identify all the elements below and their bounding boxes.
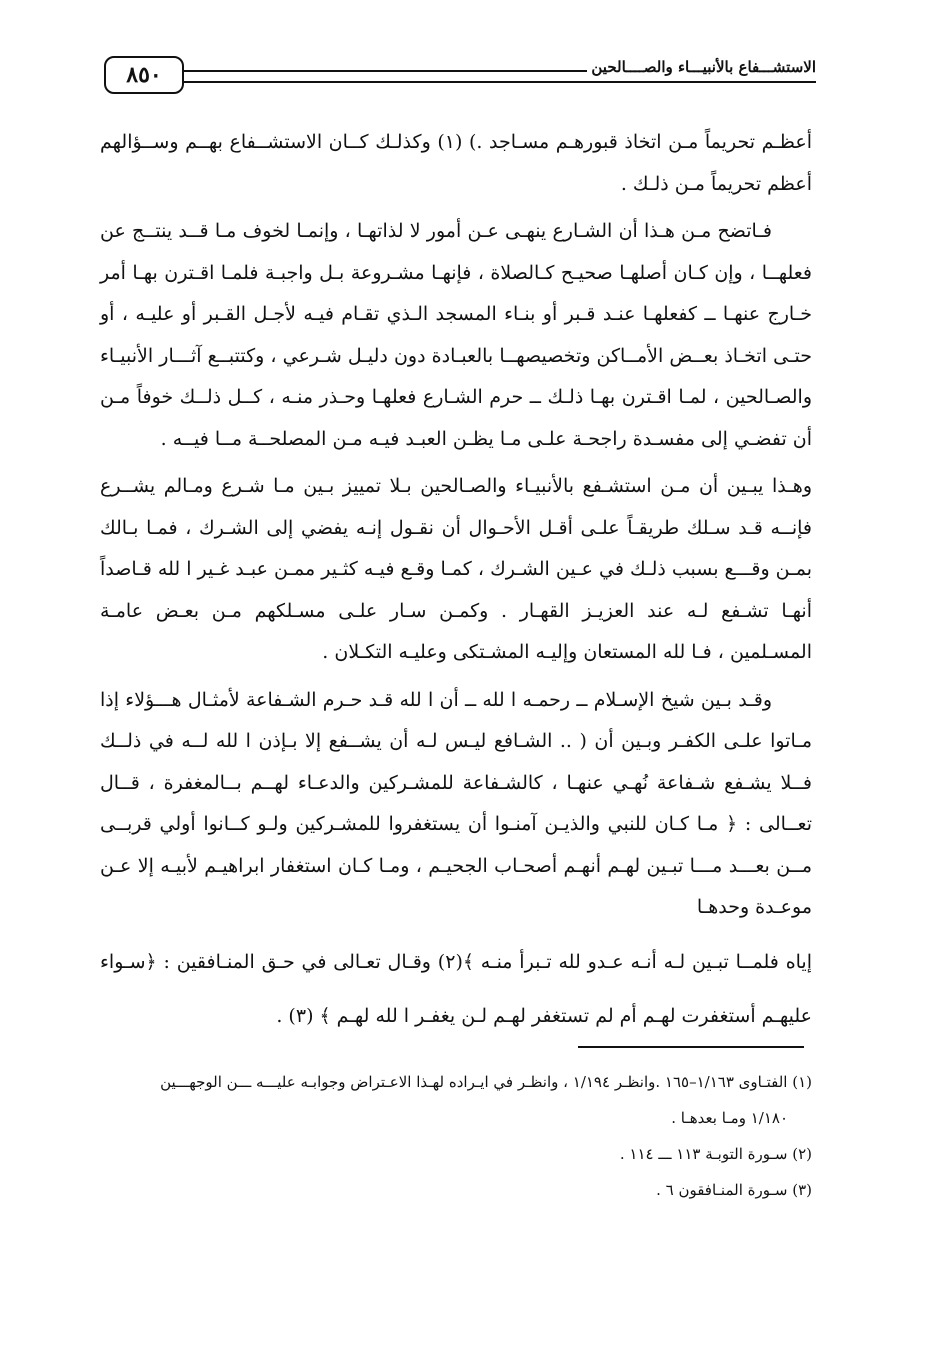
paragraph: وهـذا يبـين أن مـن استشـفع بالأنبيـاء والصـالحين بـلا تمييز بـين مـا شـرع ومـالم يشــرع فإنــه قـد سـلك طريقـاً علـى أقـل الأحـوال أن نقـول إنـه يفضي إلى الشـرك ، فمـا بـالك بمـن وقـــع بسبب ذلـك في عـين الشـرك ، كمـا وقـع فيـه كثـير ممـن عبـد غـير ا لله قـاصداً أنهـا تشـفع لـه عند العزيـز القهـار . وكمـن سـار علـى مسـلكهم مـن بعـض عامـة المسـلمين ، فـا لله المستعان وإليـه المشـتكى وعليـه التكـلان .	[100, 475, 813, 663]
header-rule	[184, 70, 616, 72]
paragraph: فـاتضح مـن هـذا أن الشـارع ينهـى عـن أمور لا لذاتهـا ، وإنمـا لخوف مـا قــد ينتــج عن فعلهــا ، وإن كـان أصلهـا صحيـح كـالصلاة ، فإنهـا مشـروعة بـل واجبـة فلمـا اقـترن بهـا أمر خـارج عنهـا ــ كفعلهـا عنـد قـبر أو بنـاء المسجد الـذي تقـام فيـه لأجـل القـبر أو عليـه ، أو حتـى اتخـاذ بعــض الأمــاكن وتخصيصهــا بالعبـادة دون دليـل شـرعي ، وكتتبــع آثـــار الأنبيـاء والصـالحين ، لمـا اقـترن بهـا ذلـك ــ حرم الشـارع فعلهـا وحـذر منـه ، كــل ذلــك خوفاً مـن أن تفضـي إلى مفسـدة راجحـة علـى مـا يظـن العبـد فيـه مـن المصلحــة مــا فيــه .	[100, 220, 812, 450]
footnote-3: (٣) سـورة المنـافقون ٦ .	[656, 1181, 812, 1199]
header-rule-double	[184, 81, 816, 83]
footnotes	[96, 1064, 812, 1208]
running-title: الاستشـــفاع بالأنبيـــاء والصــــالحين	[587, 58, 816, 76]
footnote-divider	[578, 1046, 804, 1048]
footnote-1-continued: ١/١٨٠ ومـا بعدهـا .	[671, 1109, 788, 1127]
page-number: ٨٥٠	[104, 56, 184, 94]
paragraph: أعظـم تحريماً مـن اتخاذ قبورهـم مسـاجد .) (١) وكذلـك كــان الاستشــفاع بهــم وســؤالهم أعظم تحريماً مـن ذلـك .	[100, 131, 812, 195]
footnote-2: (٢) سـورة التوبـة ١١٣ ـــ ١١٤ .	[619, 1145, 812, 1163]
main-text	[100, 122, 812, 1049]
paragraph-quran-quote: إياه فلمــا تبـين لـه أنـه عـدو لله تـبرأ منـه ﴾(٢) وقـال تعـالى في حـق المنـافقين : ﴿سـواء عليهـم أستغفرت لهـم أم لم تستغفر لهـم لـن يغفـر ا لله لهـم ﴾ (٣) .	[100, 950, 812, 1027]
page-header	[100, 52, 816, 98]
footnote-1: (١) الفتـاوى ١/١٦٣–١٦٥ .وانظـر ١/١٩٤ ، وانظـر في ايـراده لهـذا الاعـتراض وجوابـه عليـــه ـــن الوجهـــين	[160, 1073, 812, 1091]
paragraph: وقـد بـين شيخ الإسـلام ــ رحمـه ا لله ــ أن ا لله قـد حـرم الشـفاعة لأمثـال هـــؤلاء إذا مـاتوا علـى الكفـر وبـين أن ( .. الشـافع ليـس لـه أن يشــفع إلا بـإذن ا لله لــه في ذلــك فــلا يشـفع شـفاعة نُهـي عنهـا ، كالشـفاعة للمشـركين والدعـاء لهــم بــالمغفرة ، قــال تعــالى : ﴿ مـا كـان للنبي والذيـن آمنـوا أن يستغفروا للمشـركين ولـو كــانوا أولي قربــى مــن بعـــد مـــا تبـين لهـم أنهـم أصحـاب الجحيـم ، ومـا كـان استغفار ابراهيـم لأبيـه إلا عـن موعـدة وحدهـا	[100, 688, 812, 918]
